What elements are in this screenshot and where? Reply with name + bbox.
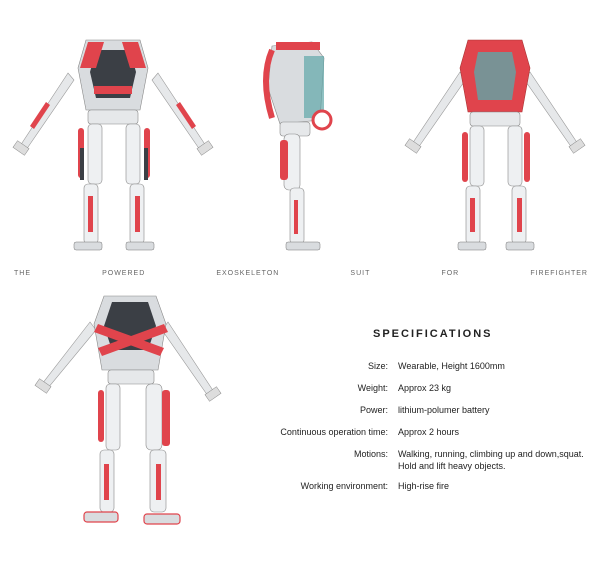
spec-label: Size: xyxy=(367,361,388,371)
spec-label: Power: xyxy=(359,405,388,415)
spec-label: Working environment: xyxy=(300,481,388,491)
spec-value: Approx 2 hours xyxy=(398,427,460,437)
spec-value: High-rise fire xyxy=(398,481,450,491)
specifications-title: SPECIFICATIONS xyxy=(373,328,493,340)
spec-value: Hold and lift heavy objects. xyxy=(398,461,506,471)
tagline-word: POWERED xyxy=(102,270,146,277)
spec-label: Motions: xyxy=(353,449,388,459)
spec-value: Approx 23 kg xyxy=(398,383,452,393)
tagline-word: SUIT xyxy=(350,270,371,277)
exoskeleton-front-view xyxy=(8,28,223,260)
exoskeleton-perspective-view xyxy=(28,288,238,538)
exoskeleton-back-view xyxy=(398,28,593,260)
tagline-word: FIREFIGHTER xyxy=(530,270,588,277)
spec-value: Wearable, Height 1600mm xyxy=(398,361,505,371)
spec-label: Weight: xyxy=(357,383,388,393)
tagline-word: FOR xyxy=(441,270,460,277)
suit-tagline xyxy=(14,270,588,277)
spec-label: Continuous operation time: xyxy=(280,427,388,437)
tagline-word: EXOSKELETON xyxy=(216,270,280,277)
exoskeleton-side-view xyxy=(250,28,360,260)
spec-value: lithium-polumer battery xyxy=(398,405,490,415)
tagline-word: THE xyxy=(14,270,31,277)
spec-value: Walking, running, climbing up and down,squat. xyxy=(398,449,584,459)
